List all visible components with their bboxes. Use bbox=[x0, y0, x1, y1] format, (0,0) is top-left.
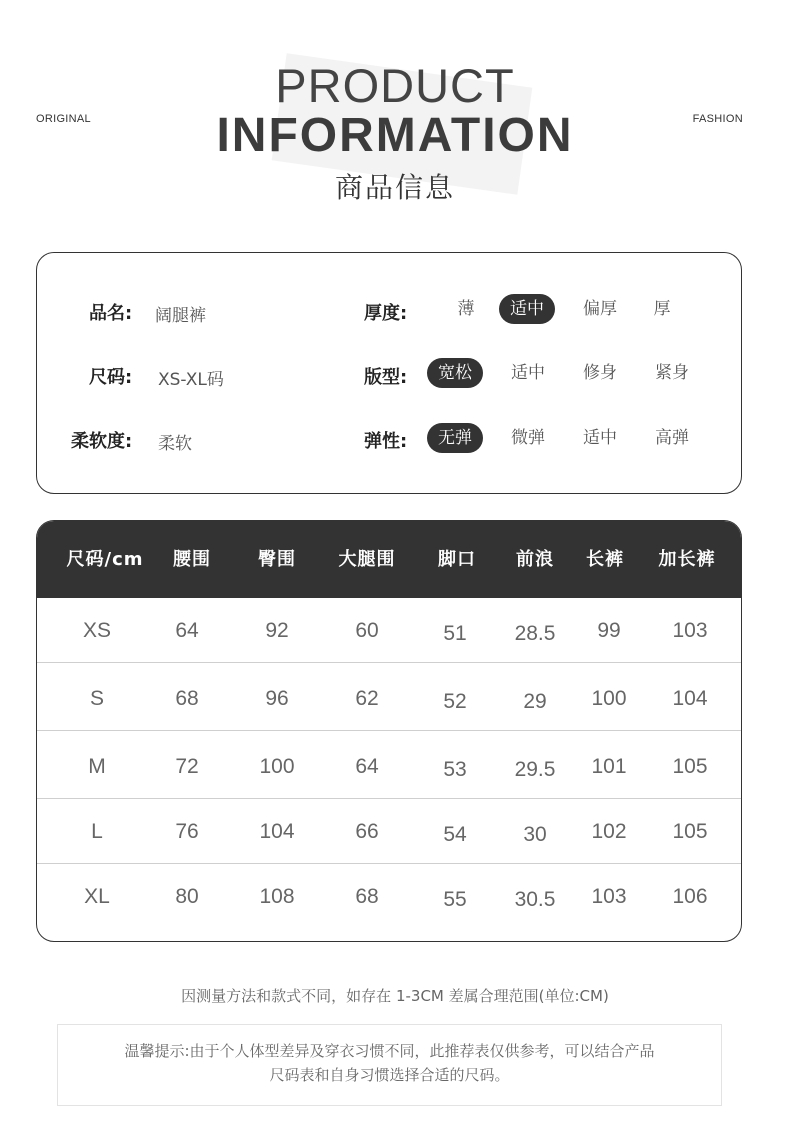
table-cell: 68 bbox=[355, 885, 379, 908]
table-cell: M bbox=[88, 755, 106, 778]
softness-value: 柔软 bbox=[158, 434, 192, 454]
table-cell: 28.5 bbox=[514, 622, 556, 645]
size-table bbox=[36, 520, 742, 942]
fit-option: 修身 bbox=[583, 363, 617, 383]
table-row bbox=[37, 864, 742, 929]
column-header: 前浪 bbox=[516, 549, 554, 570]
page-title-information: INFORMATION bbox=[216, 109, 574, 162]
column-header: 腰围 bbox=[173, 549, 211, 570]
table-cell: 53 bbox=[443, 758, 467, 781]
table-row bbox=[37, 598, 742, 663]
table-row bbox=[37, 734, 742, 799]
table-cell: 66 bbox=[355, 820, 379, 843]
table-cell: 68 bbox=[175, 687, 199, 710]
elasticity-option: 适中 bbox=[583, 428, 617, 448]
elasticity-option: 高弹 bbox=[655, 428, 689, 448]
table-cell: 100 bbox=[259, 755, 295, 778]
table-cell: 60 bbox=[355, 619, 379, 642]
thickness-label: 厚度: bbox=[364, 303, 408, 324]
elasticity-option: 微弹 bbox=[511, 428, 545, 448]
elasticity-label: 弹性: bbox=[364, 431, 408, 452]
name-value: 阔腿裤 bbox=[155, 306, 206, 326]
table-cell: 108 bbox=[259, 885, 295, 908]
table-cell: 62 bbox=[355, 687, 379, 710]
table-cell: 64 bbox=[355, 755, 379, 778]
table-cell: 51 bbox=[443, 622, 467, 645]
thickness-option: 偏厚 bbox=[583, 299, 617, 319]
tip-line-2: 尺码表和自身习惯选择合适的尺码。 bbox=[269, 1066, 510, 1084]
fit-option: 紧身 bbox=[655, 363, 689, 383]
table-cell: 104 bbox=[672, 687, 708, 710]
header-right-tag: FASHION bbox=[692, 113, 743, 125]
size-table-header bbox=[37, 521, 742, 598]
table-cell: 96 bbox=[265, 687, 289, 710]
table-cell: 80 bbox=[175, 885, 199, 908]
table-cell: 30 bbox=[523, 823, 547, 846]
thickness-option: 薄 bbox=[457, 299, 475, 319]
name-label: 品名: bbox=[89, 303, 133, 324]
fit-option: 宽松 bbox=[427, 358, 483, 388]
fit-option: 适中 bbox=[511, 363, 545, 383]
table-cell: 105 bbox=[672, 755, 708, 778]
page-title-cn: 商品信息 bbox=[334, 171, 455, 204]
tip-box bbox=[57, 1024, 722, 1106]
page-title-product: PRODUCT bbox=[275, 59, 515, 112]
table-row bbox=[37, 666, 742, 731]
table-cell: 100 bbox=[591, 687, 627, 710]
softness-label: 柔软度: bbox=[71, 431, 133, 452]
size-label: 尺码: bbox=[89, 367, 133, 388]
table-cell: S bbox=[89, 687, 104, 710]
table-cell: 76 bbox=[175, 820, 199, 843]
table-cell: 103 bbox=[672, 619, 708, 642]
column-header: 加长裤 bbox=[658, 549, 716, 570]
table-cell: 106 bbox=[672, 885, 708, 908]
thickness-option: 厚 bbox=[653, 299, 671, 319]
elasticity-option: 无弹 bbox=[427, 423, 483, 453]
column-header: 脚口 bbox=[438, 549, 476, 570]
column-header: 尺码/cm bbox=[66, 549, 144, 570]
table-cell: XS bbox=[82, 619, 111, 642]
table-cell: 72 bbox=[175, 755, 199, 778]
table-cell: 104 bbox=[259, 820, 295, 843]
thickness-option: 适中 bbox=[499, 294, 555, 324]
tip-line-1: 温馨提示:由于个人体型差异及穿衣习惯不同，此推荐表仅供参考，可以结合产品 bbox=[124, 1042, 655, 1060]
table-cell: 64 bbox=[175, 619, 199, 642]
table-row bbox=[37, 799, 742, 864]
table-cell: 101 bbox=[591, 755, 627, 778]
table-cell: 102 bbox=[591, 820, 627, 843]
table-cell: 52 bbox=[443, 690, 467, 713]
column-header: 长裤 bbox=[586, 549, 624, 570]
table-cell: 99 bbox=[597, 619, 621, 642]
column-header: 臀围 bbox=[258, 549, 296, 570]
table-cell: 103 bbox=[591, 885, 627, 908]
table-cell: 30.5 bbox=[514, 888, 556, 911]
size-value: XS-XL码 bbox=[158, 370, 224, 390]
table-cell: XL bbox=[84, 885, 110, 908]
table-cell: 55 bbox=[443, 888, 467, 911]
fit-label: 版型: bbox=[364, 367, 408, 388]
table-cell: L bbox=[91, 820, 103, 843]
header-left-tag: ORIGINAL bbox=[36, 113, 91, 125]
table-cell: 92 bbox=[265, 619, 289, 642]
table-cell: 105 bbox=[672, 820, 708, 843]
measurement-note: 因测量方法和款式不同，如存在 1-3CM 差属合理范围(单位:CM) bbox=[181, 987, 609, 1005]
column-header: 大腿围 bbox=[338, 549, 396, 570]
product-info-card bbox=[36, 252, 742, 494]
table-cell: 29 bbox=[523, 690, 547, 713]
table-cell: 29.5 bbox=[514, 758, 556, 781]
table-cell: 54 bbox=[443, 823, 467, 846]
